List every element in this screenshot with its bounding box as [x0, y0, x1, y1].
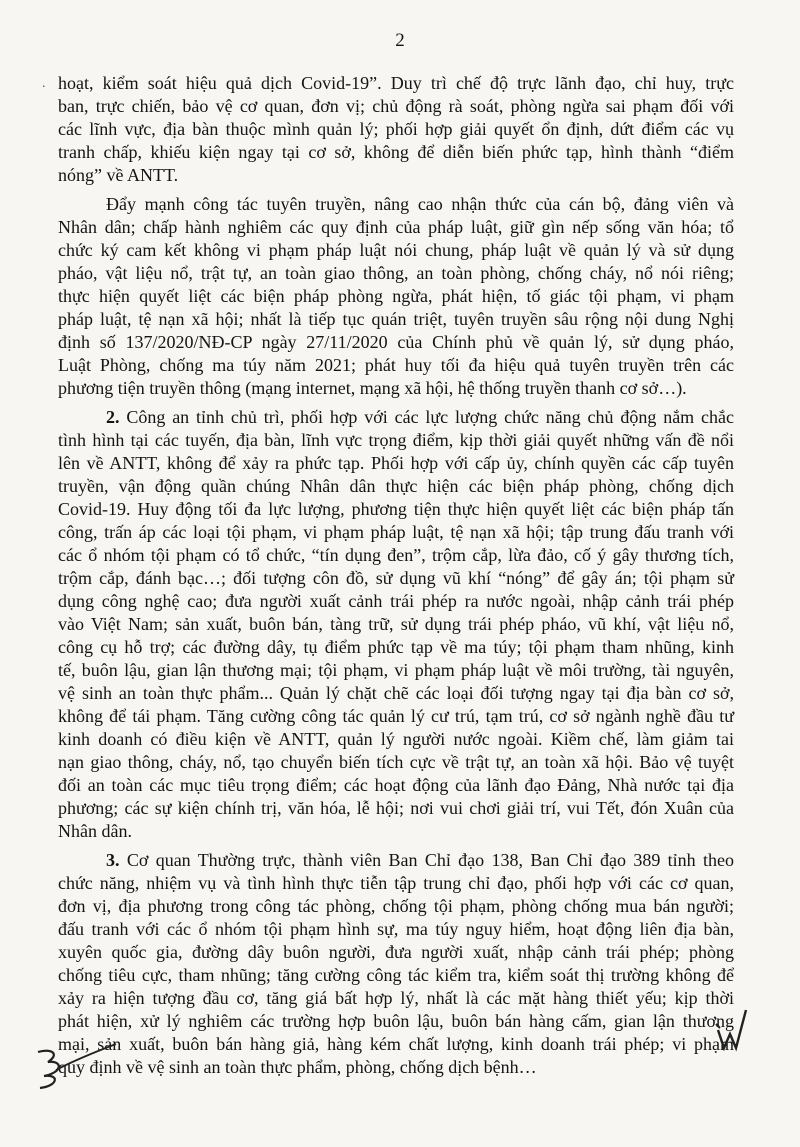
text-line: [58, 1056, 734, 1079]
line-text: công cụ hỗ trợ; các đường dây, tụ điểm phức tạp về ma túy; tội phạm tham nhũng, kinh: [58, 637, 734, 657]
line-text: đơn vị, địa phương trong công tác phòng, chống tội phạm, phòng chống mua bán người;: [58, 896, 734, 916]
paragraph: [58, 72, 734, 187]
line-text: Nhân dân.: [58, 821, 132, 841]
line-text: truyền, vận động quần chúng Nhân dân thực hiện các biện pháp phòng, chống dịch: [58, 476, 734, 496]
line-text: trộm cắp, đánh bạc…; đối tượng côn đồ, sử dụng vũ khí “nóng” để gây án; tội phạm sử: [58, 568, 734, 588]
line-text: ban, trực chiến, bảo vệ cơ quan, đơn vị; chủ động rà soát, phòng ngừa sai phạm đối với: [58, 96, 734, 116]
paragraph: [58, 193, 734, 400]
line-text: xuyên quốc gia, đường dây buôn người, đưa người xuất, nhập cảnh trái phép; phòng: [58, 942, 734, 962]
text-line: [58, 636, 734, 659]
text-line: [58, 452, 734, 475]
line-text: chức năng, nhiệm vụ và tình hình thực tiễn tập trung chỉ đạo, phối hợp với các cơ quan,: [58, 873, 734, 893]
text-line: [58, 774, 734, 797]
text-line: [58, 682, 734, 705]
text-line: [58, 1033, 734, 1056]
text-line: [58, 95, 734, 118]
line-text: định số 137/2020/NĐ-CP ngày 27/11/2020 của Chính phủ về quản lý, sử dụng pháo,: [58, 332, 734, 352]
line-text: không để tái phạm. Tăng cường công tác quản lý cư trú, tạm trú, cơ sở ngành nghề đầu tư: [58, 706, 734, 726]
text-line: [58, 728, 734, 751]
page-number: 2: [395, 30, 405, 51]
text-line: [58, 941, 734, 964]
line-text: tế, buôn lậu, gian lận thương mại; tội phạm, vi phạm pháp luật về môi trường, tài nguyên,: [58, 660, 734, 680]
text-line: [58, 164, 734, 187]
text-line: [58, 1010, 734, 1033]
text-line: [58, 705, 734, 728]
line-text: chống tiêu cực, tham nhũng; tăng cường công tác kiểm tra, kiểm soát thị trường không để: [58, 965, 734, 985]
text-line: [58, 354, 734, 377]
text-line: [58, 475, 734, 498]
line-text: xảy ra hiện tượng đầu cơ, tăng giá bất hợp lý, nhất là các mặt hàng thiết yếu; kịp thời: [58, 988, 734, 1008]
line-text: Công an tỉnh chủ trì, phối hợp với các lực lượng chức năng chủ động nắm chắc: [119, 407, 734, 427]
text-line: [58, 239, 734, 262]
text-line: [58, 964, 734, 987]
text-line: [58, 872, 734, 895]
document-body: [58, 72, 734, 1085]
line-text: lên về ANTT, không để xảy ra phức tạp. Phối hợp với cấp ủy, chính quyền các cấp tuyên: [58, 453, 734, 473]
line-text: tranh chấp, khiếu kiện ngay tại cơ sở, không để diễn biến phức tạp, hình thành “điểm: [58, 142, 734, 162]
text-line: [58, 567, 734, 590]
text-line: [58, 216, 734, 239]
line-text: dụng công nghệ cao; đưa người xuất cảnh trái phép ra nước ngoài, nhập cảnh trái phép: [58, 591, 734, 611]
text-line: [58, 118, 734, 141]
text-line: [58, 521, 734, 544]
line-text: Đẩy mạnh công tác tuyên truyền, nâng cao nhận thức của cán bộ, đảng viên và: [106, 194, 734, 214]
line-text: quy định về vệ sinh an toàn thực phẩm, phòng, chống dịch bệnh…: [58, 1057, 537, 1077]
paragraph: [58, 849, 734, 1079]
text-line: [58, 141, 734, 164]
text-line: [58, 590, 734, 613]
line-text: kinh doanh có điều kiện về ANTT, quản lý người nước ngoài. Kiềm chế, làm giảm tai: [58, 729, 734, 749]
text-line: [58, 987, 734, 1010]
line-text: đấu tranh với các ổ nhóm tội phạm hình sự, ma túy nguy hiểm, hoạt động liên địa bàn,: [58, 919, 734, 939]
line-text: Cơ quan Thường trực, thành viên Ban Chỉ đạo 138, Ban Chỉ đạo 389 tỉnh theo: [119, 850, 734, 870]
line-text: phương tiện truyền thông (mạng internet, mạng xã hội, hệ thống truyền thanh cơ sở…).: [58, 378, 687, 398]
line-text: Luật Phòng, chống ma túy năm 2021; phát huy tối đa hiệu quả tuyên truyền trên các: [58, 355, 734, 375]
text-line: [58, 308, 734, 331]
text-line: [58, 820, 734, 843]
text-line: [58, 429, 734, 452]
text-line: [58, 918, 734, 941]
text-line: [58, 797, 734, 820]
text-line: [58, 72, 734, 95]
line-text: phát hiện, xử lý nghiêm các trường hợp buôn lậu, buôn bán hàng cấm, gian lận thương: [58, 1011, 734, 1031]
line-text: phương; các sự kiện chính trị, văn hóa, lễ hội; nơi vui chơi giải trí, vui Tết, đón Xuân của: [58, 798, 734, 818]
line-text: các lĩnh vực, địa bàn thuộc mình quản lý; phối hợp giải quyết ổn định, dứt điểm các vụ: [58, 119, 734, 139]
margin-mark: .: [42, 76, 46, 91]
text-line: [58, 751, 734, 774]
section-number: 3.: [106, 850, 120, 870]
text-line: [58, 377, 734, 400]
line-text: công, trấn áp các loại tội phạm, vi phạm pháp luật, tệ nạn xã hội; tập trung đấu tranh với: [58, 522, 734, 542]
text-line: [58, 193, 734, 216]
text-line: [58, 659, 734, 682]
text-line: [58, 331, 734, 354]
text-line: [58, 613, 734, 636]
section-number: 2.: [106, 407, 120, 427]
text-line: [58, 406, 734, 429]
line-text: chức ký cam kết không vi phạm pháp luật nói chung, pháp luật về quản lý và sử dụng: [58, 240, 734, 260]
line-text: vệ sinh an toàn thực phẩm... Quản lý chặt chẽ các loại đối tượng ngay tại địa bàn cơ sở,: [58, 683, 734, 703]
line-text: nạn giao thông, cháy, nổ, tạo chuyển biến tích cực về trật tự, an toàn xã hội. Bảo vệ tuyệt: [58, 752, 734, 772]
line-text: các ổ nhóm tội phạm có tổ chức, “tín dụng đen”, trộm cắp, lừa đảo, cố ý gây thương tích,: [58, 545, 734, 565]
text-line: [58, 285, 734, 308]
text-line: [58, 895, 734, 918]
text-line: [58, 498, 734, 521]
paragraph: [58, 406, 734, 843]
line-text: Covid-19. Huy động tối đa lực lượng, phương tiện thực hiện quyết liệt các biện pháp tấn: [58, 499, 734, 519]
handwritten-initial-left: [30, 1040, 120, 1110]
line-text: pháo, vật liệu nổ, trật tự, an toàn giao thông, an toàn phòng, chống cháy, nổ nói riêng;: [58, 263, 734, 283]
line-text: thực hiện quyết liệt các biện pháp phòng ngừa, phát hiện, tố giác tội phạm, vi phạm: [58, 286, 734, 306]
line-text: pháp luật, tệ nạn xã hội; nhất là tiếp tục quán triệt, tuyên truyền sâu rộng nội dung Nghị: [58, 309, 734, 329]
line-text: nóng” về ANTT.: [58, 165, 179, 185]
line-text: hoạt, kiểm soát hiệu quả dịch Covid-19”. Duy trì chế độ trực lãnh đạo, chỉ huy, trực: [58, 73, 734, 93]
line-text: mại, sản xuất, buôn bán hàng giả, hàng kém chất lượng, kinh doanh trái phép; vi phạm: [58, 1034, 734, 1054]
text-line: [58, 849, 734, 872]
text-line: [58, 262, 734, 285]
handwritten-initial-right: [712, 1000, 762, 1060]
line-text: tình hình tại các tuyến, địa bàn, lĩnh vực trọng điểm, kịp thời giải quyết những vấn đề nổi: [58, 430, 734, 450]
line-text: vào Việt Nam; sản xuất, buôn bán, tàng trữ, sử dụng trái phép pháo, vũ khí, vật liệu nổ,: [58, 614, 734, 634]
line-text: đối an toàn các mục tiêu trọng điểm; các hoạt động của lãnh đạo Đảng, Nhà nước tại địa: [58, 775, 734, 795]
text-line: [58, 544, 734, 567]
line-text: Nhân dân; chấp hành nghiêm các quy định của pháp luật, giữ gìn nếp sống văn hóa; tổ: [58, 217, 734, 237]
